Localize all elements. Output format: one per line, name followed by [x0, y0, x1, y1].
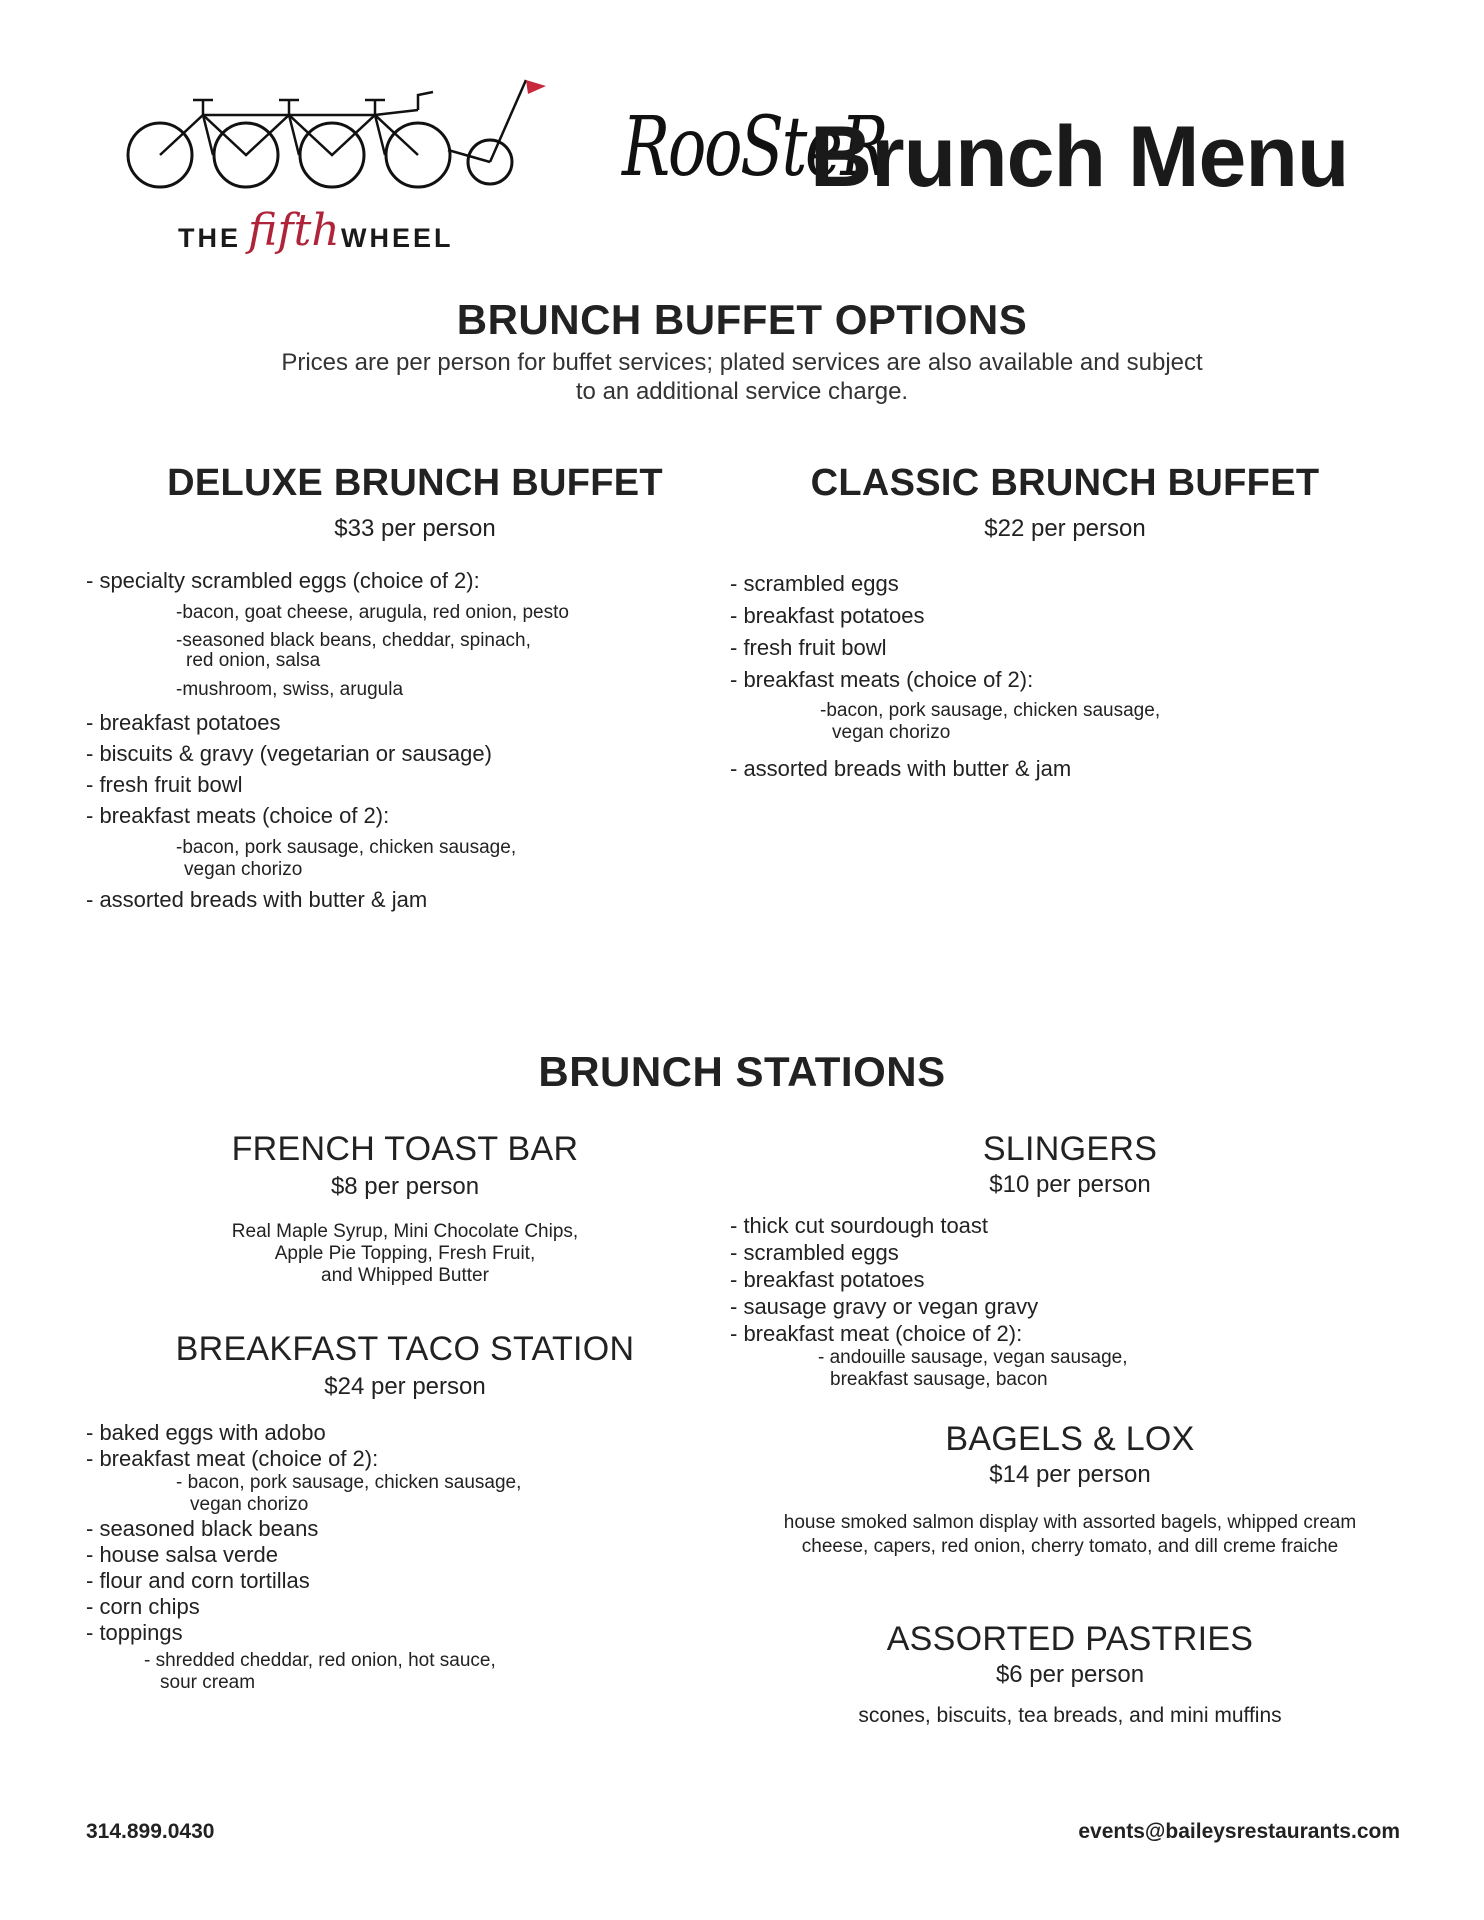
french-toast-price: $8 per person — [330, 1173, 480, 1200]
slingers-station-header — [740, 1130, 1400, 1199]
stations-section-title: BRUNCH STATIONS — [538, 1048, 946, 1095]
classic-buffet-header — [740, 462, 1390, 543]
list-item: - breakfast potatoes — [730, 603, 925, 628]
list-subitem: -bacon, goat cheese, arugula, red onion, pesto — [176, 602, 569, 623]
list-subitem: -mushroom, swiss, arugula — [176, 679, 404, 700]
list-item: - sausage gravy or vegan gravy — [730, 1294, 1039, 1319]
list-item: - breakfast potatoes — [86, 710, 281, 735]
list-item: - thick cut sourdough toast — [730, 1213, 989, 1238]
brand-fifth: fifth — [248, 205, 340, 256]
fifth-wheel-wordmark — [178, 205, 498, 265]
french-toast-station — [90, 1130, 720, 1287]
footer-email[interactable]: events@baileysrestaurants.com — [1078, 1820, 1400, 1843]
slingers-title: SLINGERS — [982, 1130, 1158, 1168]
bagels-lox-station — [720, 1420, 1420, 1559]
list-item: - breakfast meat (choice of 2): — [86, 1446, 379, 1471]
list-subitem: -bacon, pork sausage, chicken sausage, — [176, 837, 517, 858]
deluxe-buffet-title: DELUXE BRUNCH BUFFET — [167, 462, 663, 504]
list-item: - specialty scrambled eggs (choice of 2): — [86, 568, 480, 593]
page-title: Brunch Menu — [810, 109, 1349, 205]
list-item: - flour and corn tortillas — [86, 1568, 310, 1593]
french-toast-desc: and Whipped Butter — [321, 1265, 489, 1286]
taco-station-list — [86, 1420, 726, 1694]
list-subitem: vegan chorizo — [190, 1494, 309, 1515]
bagels-lox-desc: cheese, capers, red onion, cherry tomato, and dill creme fraiche — [801, 1536, 1339, 1557]
buffet-section-header — [0, 296, 1484, 406]
list-item: - toppings — [86, 1620, 183, 1645]
french-toast-title: FRENCH TOAST BAR — [231, 1130, 579, 1168]
list-item: - scrambled eggs — [730, 571, 899, 596]
pastries-station — [720, 1620, 1420, 1727]
list-item: - breakfast meat (choice of 2): — [730, 1321, 1023, 1346]
buffet-subtitle-line1: Prices are per person for buffet services; plated services are also available and subject — [281, 349, 1203, 376]
list-item: - breakfast potatoes — [730, 1267, 925, 1292]
list-item: - breakfast meats (choice of 2): — [730, 667, 1034, 692]
list-subitem: sour cream — [160, 1672, 256, 1693]
list-item: - seasoned black beans — [86, 1516, 319, 1541]
slingers-price: $10 per person — [989, 1171, 1151, 1198]
deluxe-buffet-header — [90, 462, 740, 543]
brand-the: THE — [178, 223, 241, 253]
list-subitem: breakfast sausage, bacon — [830, 1369, 1048, 1390]
taco-station-header — [90, 1330, 720, 1401]
taco-station-title: BREAKFAST TACO STATION — [175, 1330, 635, 1368]
pastries-price: $6 per person — [995, 1661, 1145, 1688]
list-item: - fresh fruit bowl — [86, 772, 243, 797]
tandem-bicycle-icon — [118, 70, 558, 200]
deluxe-buffet-price: $33 per person — [334, 515, 496, 542]
slingers-list — [730, 1212, 1370, 1391]
classic-buffet-price: $22 per person — [984, 515, 1146, 542]
footer-phone[interactable]: 314.899.0430 — [86, 1820, 215, 1843]
list-subitem: vegan chorizo — [184, 859, 303, 880]
list-subitem: red onion, salsa — [186, 650, 321, 671]
bagels-lox-title: BAGELS & LOX — [945, 1420, 1195, 1458]
list-item: - biscuits & gravy (vegetarian or sausage) — [86, 741, 492, 766]
list-item: - assorted breads with butter & jam — [86, 887, 428, 912]
list-item: - breakfast meats (choice of 2): — [86, 803, 390, 828]
list-item: - assorted breads with butter & jam — [730, 756, 1072, 781]
list-item: - baked eggs with adobo — [86, 1420, 326, 1445]
list-subitem: -seasoned black beans, cheddar, spinach, — [176, 630, 531, 651]
list-subitem: - shredded cheddar, red onion, hot sauce, — [144, 1650, 496, 1671]
bagels-lox-price: $14 per person — [989, 1461, 1151, 1488]
french-toast-desc: Real Maple Syrup, Mini Chocolate Chips, — [231, 1221, 579, 1242]
classic-buffet-list — [730, 568, 1370, 782]
list-item: - fresh fruit bowl — [730, 635, 887, 660]
list-subitem: - andouille sausage, vegan sausage, — [818, 1347, 1128, 1368]
rooster-logo: RooSteR — [622, 100, 887, 195]
french-toast-desc: Apple Pie Topping, Fresh Fruit, — [274, 1243, 536, 1264]
bagels-lox-desc: house smoked salmon display with assorted bagels, whipped cream — [783, 1512, 1357, 1533]
list-item: - corn chips — [86, 1594, 200, 1619]
deluxe-buffet-list — [86, 568, 726, 913]
pastries-desc: scones, biscuits, tea breads, and mini muffins — [858, 1704, 1282, 1727]
pastries-title: ASSORTED PASTRIES — [886, 1620, 1254, 1658]
taco-station-price: $24 per person — [324, 1373, 486, 1400]
buffet-subtitle-line2: to an additional service charge. — [575, 378, 909, 405]
list-subitem: - bacon, pork sausage, chicken sausage, — [176, 1472, 522, 1493]
buffet-section-title: BRUNCH BUFFET OPTIONS — [456, 296, 1028, 343]
list-item: - house salsa verde — [86, 1542, 278, 1567]
list-subitem: -bacon, pork sausage, chicken sausage, — [820, 700, 1161, 721]
brand-wheel: WHEEL — [341, 223, 454, 253]
list-item: - scrambled eggs — [730, 1240, 899, 1265]
classic-buffet-title: CLASSIC BRUNCH BUFFET — [810, 462, 1320, 504]
list-subitem: vegan chorizo — [832, 722, 951, 743]
